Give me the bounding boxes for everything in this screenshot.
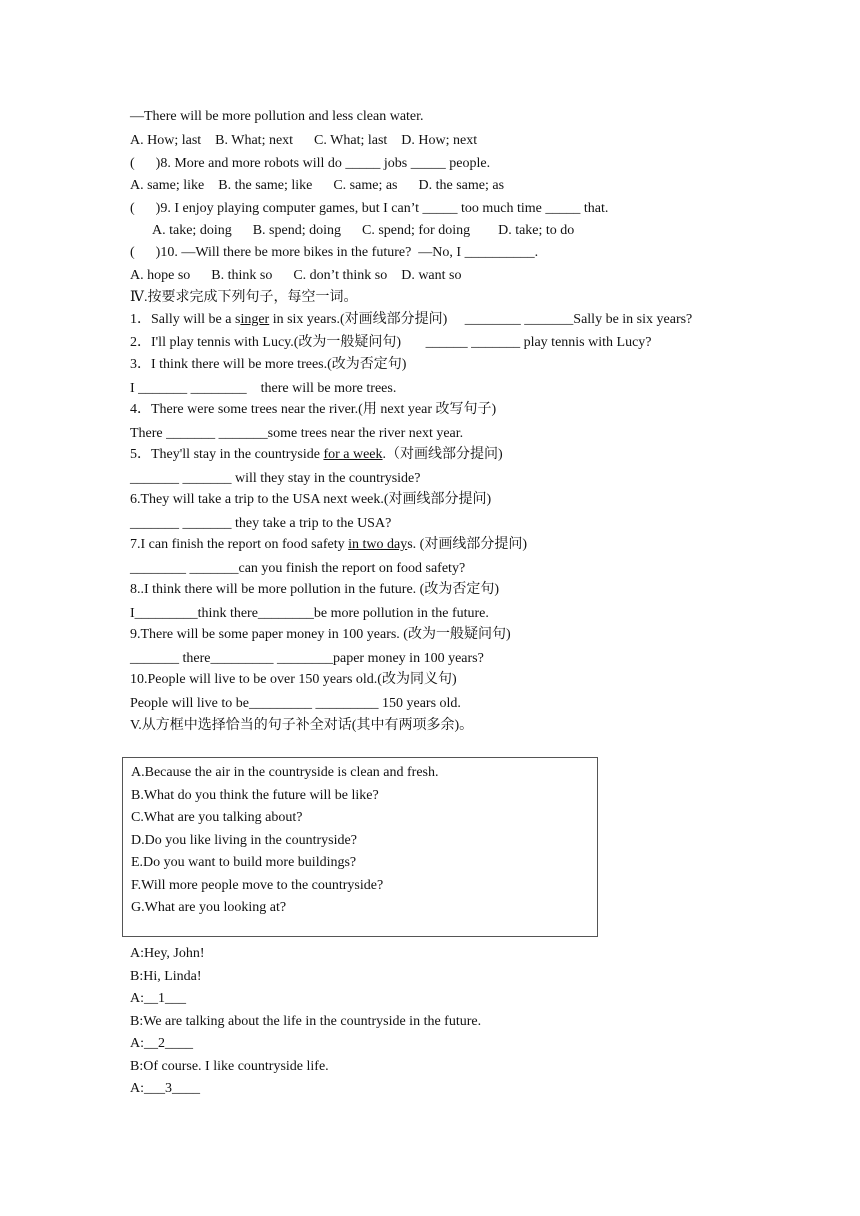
rewrite-question-3: 3．I think there will be more trees.(改为否定句) — [130, 357, 407, 372]
rewrite-answer-5: _______ _______ will they stay in the countryside? — [130, 471, 421, 486]
rewrite-answer-4: There _______ _______some trees near the river next year. — [130, 426, 464, 441]
dialogue-line: B:We are talking about the life in the countryside in the future. — [130, 1014, 482, 1029]
question-9: ( )9. I enjoy playing computer games, but I can’t _____ too much time _____ that. — [130, 201, 609, 216]
rewrite-question-1: 1．Sally will be a singer in six years.(对画线部分提问) ________ _______Sally be in six years? — [130, 312, 693, 327]
option-g: G.What are you looking at? — [131, 900, 287, 915]
dialogue-line: A:__1___ — [130, 991, 186, 1006]
section-4-heading: Ⅳ.按要求完成下列句子，每空一词。 — [130, 290, 358, 305]
option-e: E.Do you want to build more buildings? — [131, 855, 357, 870]
option-d: D.Do you like living in the countryside? — [131, 833, 357, 848]
rewrite-question-5: 5．They'll stay in the countryside for a week.（对画线部分提问) — [130, 447, 503, 462]
dialogue-line: A:__2____ — [130, 1036, 193, 1051]
rewrite-answer-9: _______ there_________ ________paper money in 100 years? — [130, 651, 484, 666]
question-10-options: A. hope so B. think so C. don’t think so D. want so — [130, 268, 462, 283]
rewrite-question-2: 2．I'll play tennis with Lucy.(改为一般疑问句) ______ _______ play tennis with Lucy? — [130, 335, 652, 350]
rewrite-answer-6: _______ _______ they take a trip to the USA? — [130, 516, 392, 531]
rewrite-answer-8: I_________think there________be more pollution in the future. — [130, 606, 489, 621]
dialogue-line: A:Hey, John! — [130, 946, 205, 961]
rewrite-question-10: 10.People will live to be over 150 years old.(改为同义句) — [130, 672, 457, 687]
rewrite-question-9: 9.There will be some paper money in 100 years. (改为一般疑问句) — [130, 627, 511, 642]
option-c: C.What are you talking about? — [131, 810, 303, 825]
dialogue-line: A:___3____ — [130, 1081, 200, 1096]
underlined-word: inger — [240, 312, 270, 327]
rewrite-question-6: 6.They will take a trip to the USA next week.(对画线部分提问) — [130, 492, 492, 507]
rewrite-question-4: 4．There were some trees near the river.(用 next year 改写句子) — [130, 402, 497, 417]
question-7-answer-line: —There will be more pollution and less clean water. — [130, 109, 424, 124]
question-8-options: A. same; like B. the same; like C. same; as D. the same; as — [130, 178, 505, 193]
options-box — [122, 757, 598, 937]
rewrite-question-8: 8..I think there will be more pollution in the future. (改为否定句) — [130, 582, 499, 597]
dialogue-line: B:Hi, Linda! — [130, 969, 202, 984]
option-f: F.Will more people move to the countryside? — [131, 878, 384, 893]
question-8: ( )8. More and more robots will do _____ jobs _____ people. — [130, 156, 491, 171]
section-5-heading: V.从方框中选择恰当的句子补全对话(其中有两项多余)。 — [130, 718, 474, 733]
question-7-options: A. How; last B. What; next C. What; last D. How; next — [130, 133, 478, 148]
option-a: A.Because the air in the countryside is clean and fresh. — [131, 765, 439, 780]
rewrite-answer-3: I _______ ________ there will be more trees. — [130, 381, 397, 396]
question-9-options: A. take; doing B. spend; doing C. spend; for doing D. take; to do — [152, 223, 575, 238]
underlined-phrase: for a week — [323, 447, 383, 462]
underlined-phrase: in two day — [348, 537, 408, 552]
dialogue-line: B:Of course. I like countryside life. — [130, 1059, 329, 1074]
rewrite-answer-7: ________ _______can you finish the report on food safety? — [130, 561, 466, 576]
option-b: B.What do you think the future will be like? — [131, 788, 379, 803]
rewrite-answer-10: People will live to be_________ _________ 150 years old. — [130, 696, 461, 711]
question-10: ( )10. —Will there be more bikes in the future? —No, I __________. — [130, 245, 539, 260]
rewrite-question-7: 7.I can finish the report on food safety in two days. (对画线部分提问) — [130, 537, 527, 552]
